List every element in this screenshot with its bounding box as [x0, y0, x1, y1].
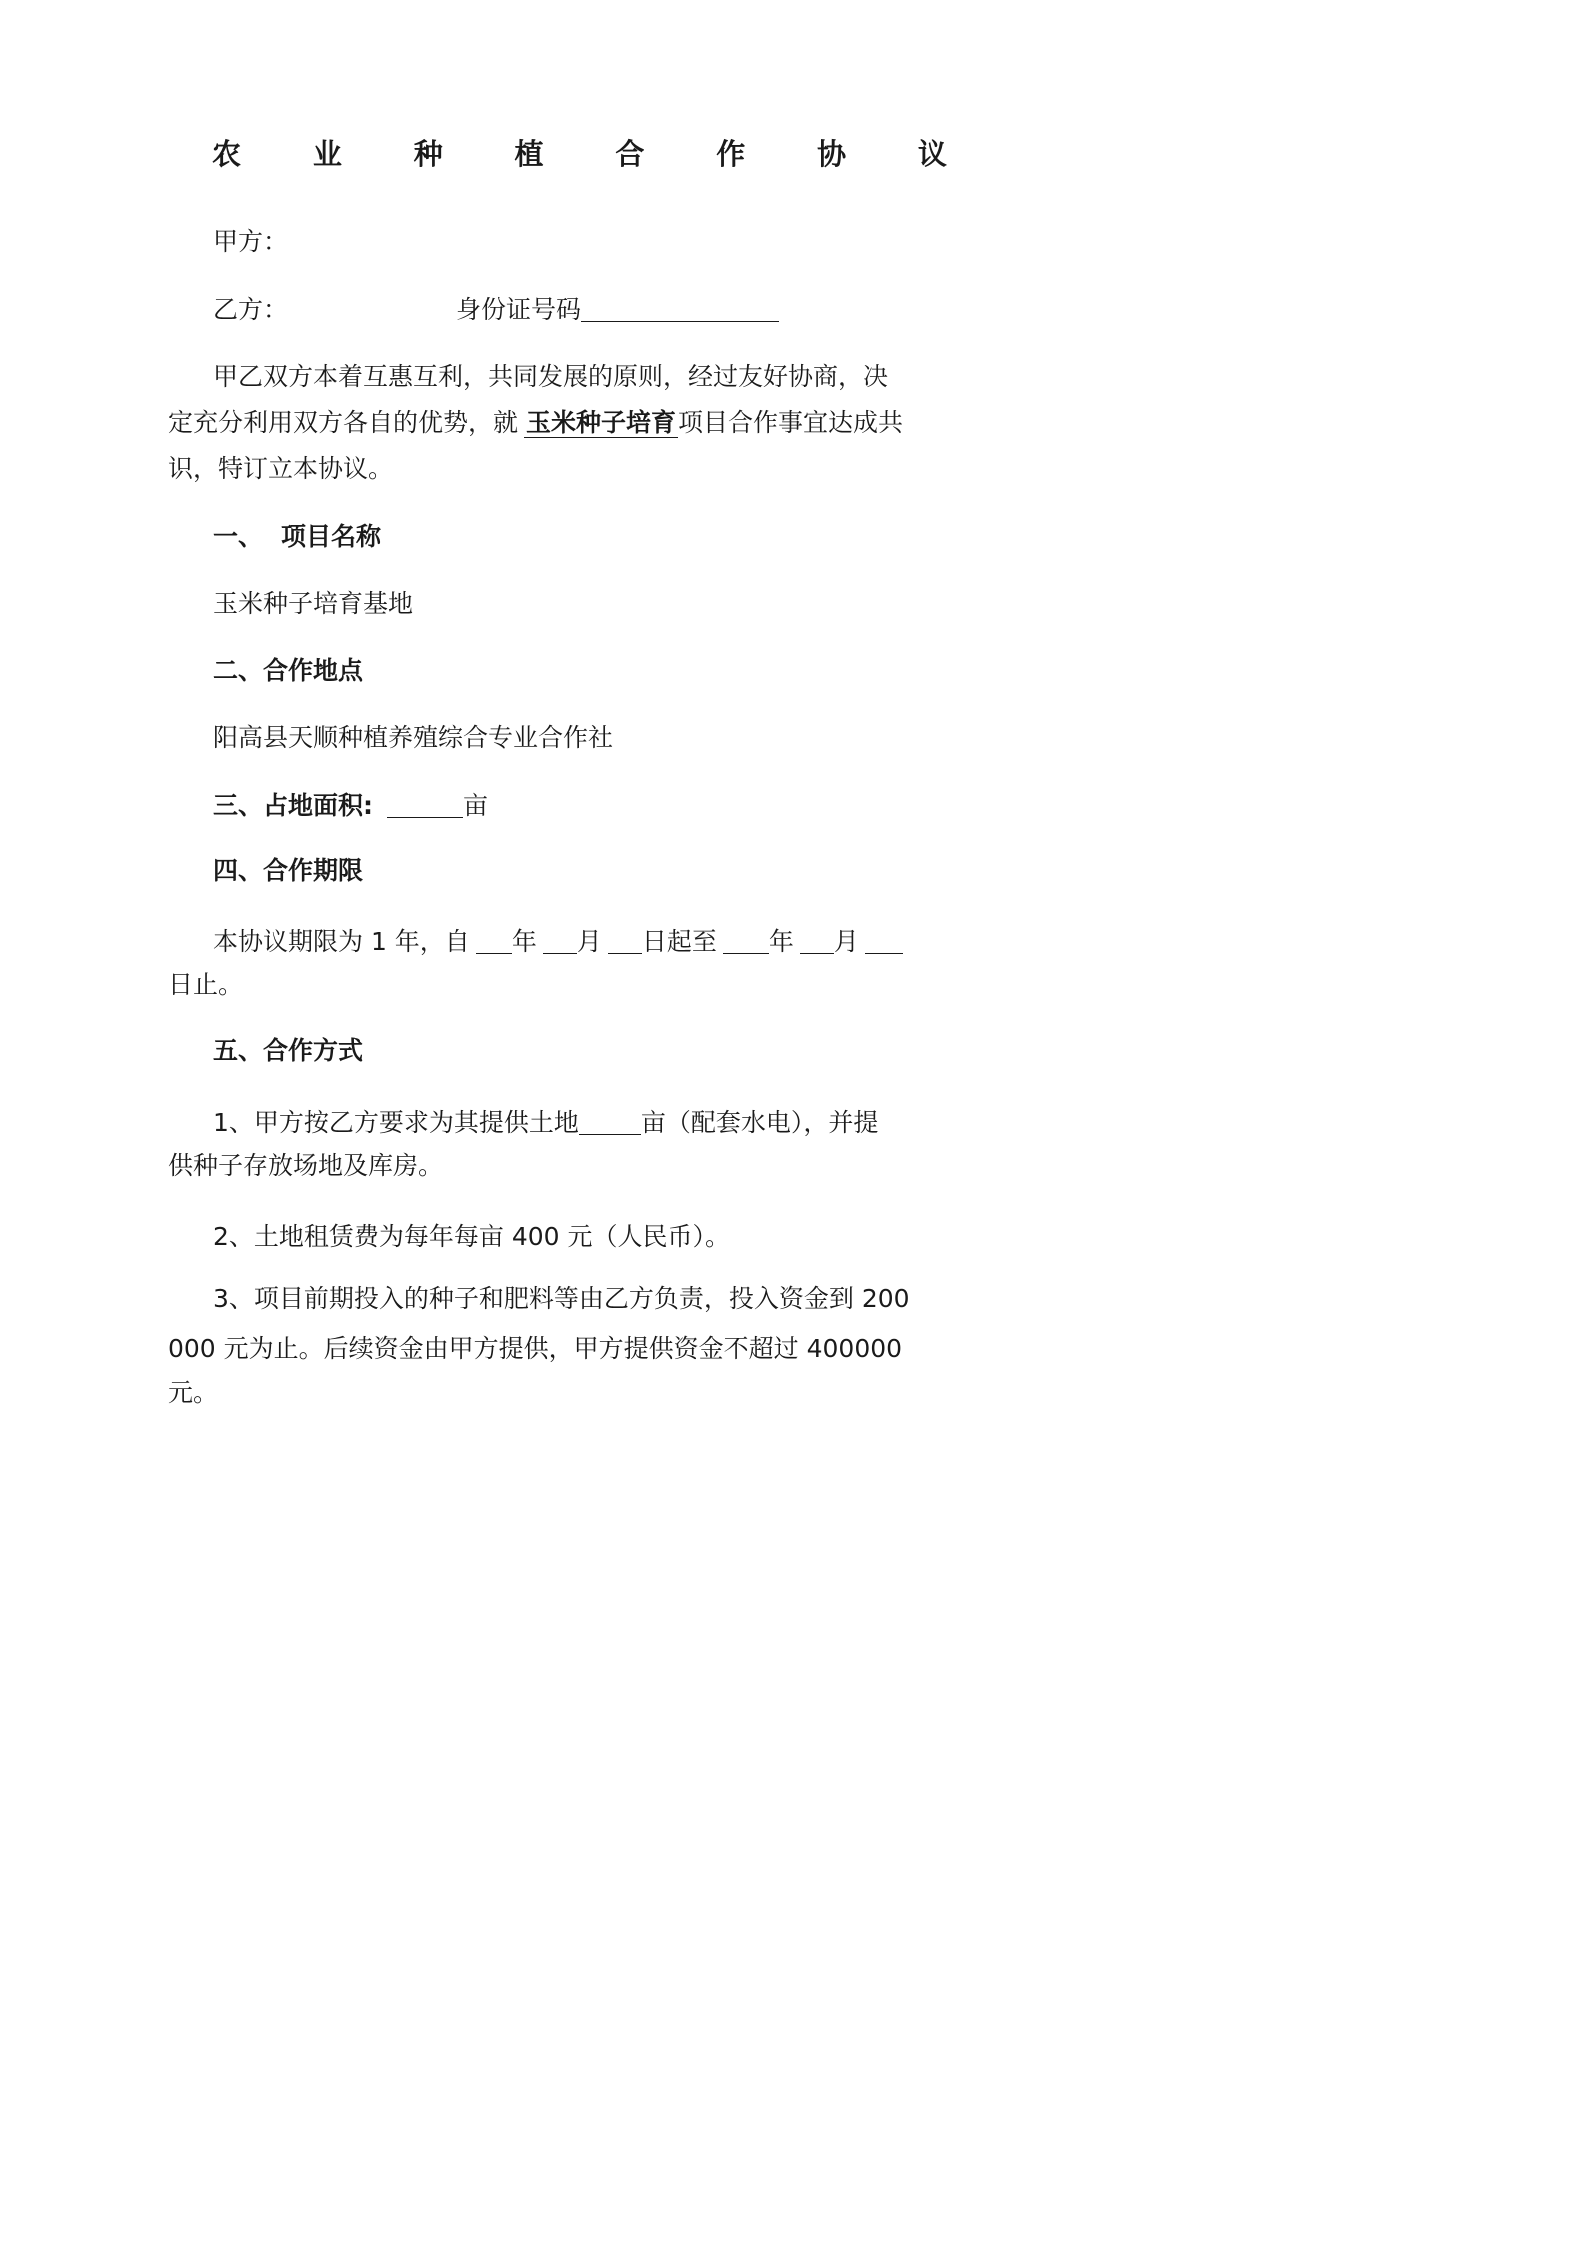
section-2-content: 阳高县天顺种植养殖综合专业合作社: [213, 723, 614, 752]
title-char: 协: [817, 137, 847, 171]
party-b-label: 乙方：: [213, 295, 289, 324]
title-char: 业: [312, 137, 342, 171]
section-3-line: [213, 788, 488, 824]
start-year-blank: [476, 925, 512, 954]
land-area-blank: [579, 1106, 641, 1135]
intro-line-2: [168, 405, 903, 441]
intro-line-2-pre: 定充分利用双方各自的优势，就: [168, 408, 519, 437]
intro-line-3: 识，特订立本协议。: [168, 454, 394, 483]
section-1-title: 项目名称: [281, 522, 382, 551]
item-2: 2、土地租赁费为每年每亩 400 元（人民币）。: [213, 1222, 731, 1251]
start-day-unit: 日起至: [641, 927, 717, 956]
start-month-blank: [543, 925, 577, 954]
section-3-heading: 三、占地面积:: [213, 791, 373, 820]
end-month-unit: 月: [833, 927, 859, 956]
party-b-line: [213, 292, 288, 328]
item-1-pre: 1、甲方按乙方要求为其提供土地: [213, 1108, 579, 1137]
title-char: 种: [413, 137, 443, 171]
project-name-underlined: 玉米种子培育: [526, 408, 677, 437]
section-1-content: 玉米种子培育基地: [213, 589, 414, 618]
party-a-line: [213, 224, 288, 260]
title-char: 农: [212, 137, 242, 171]
section-4-heading: 四、合作期限: [213, 856, 364, 885]
id-number-blank: [581, 293, 779, 322]
term-pre: 本协议期限为 1 年，自: [213, 927, 470, 956]
party-a-label: 甲方：: [213, 227, 289, 256]
title-char: 植: [514, 137, 544, 171]
item-1-line-1: [213, 1105, 878, 1141]
intro-line-2-post: 项目合作事宜达成共: [678, 408, 904, 437]
section-2-heading: 二、合作地点: [213, 656, 364, 685]
term-line-1: [213, 924, 903, 960]
section-1-number: 一、: [213, 522, 264, 551]
start-day-blank: [608, 925, 642, 954]
start-year-unit: 年: [511, 927, 537, 956]
item-3-line-1: 3、项目前期投入的种子和肥料等由乙方负责，投入资金到 200: [213, 1284, 910, 1313]
item-1-post: 亩（配套水电），并提: [640, 1108, 879, 1137]
item-1-line-2: 供种子存放场地及库房。: [168, 1151, 444, 1180]
term-line-2: 日止。: [168, 970, 244, 999]
title-char: 作: [716, 137, 746, 171]
item-3-line-2: 000 元为止。后续资金由甲方提供，甲方提供资金不超过 400000: [168, 1334, 903, 1363]
document-page: [0, 0, 1104, 1562]
section-1-heading: [213, 519, 381, 555]
area-blank: [387, 789, 463, 818]
section-5-heading: 五、合作方式: [213, 1036, 364, 1065]
party-b-id-label: 身份证号码: [456, 295, 582, 324]
end-day-blank: [865, 925, 903, 954]
start-month-unit: 月: [576, 927, 602, 956]
intro-line-1: 甲乙双方本着互惠互利，共同发展的原则，经过友好协商，决: [213, 362, 889, 391]
document-title: [212, 134, 947, 174]
end-year-unit: 年: [768, 927, 794, 956]
title-char: 议: [917, 137, 947, 171]
party-b-id-line: [456, 292, 779, 328]
title-char: 合: [615, 137, 645, 171]
area-unit: 亩: [463, 791, 489, 820]
end-year-blank: [723, 925, 769, 954]
end-month-blank: [800, 925, 834, 954]
item-3-line-3: 元。: [168, 1378, 219, 1407]
